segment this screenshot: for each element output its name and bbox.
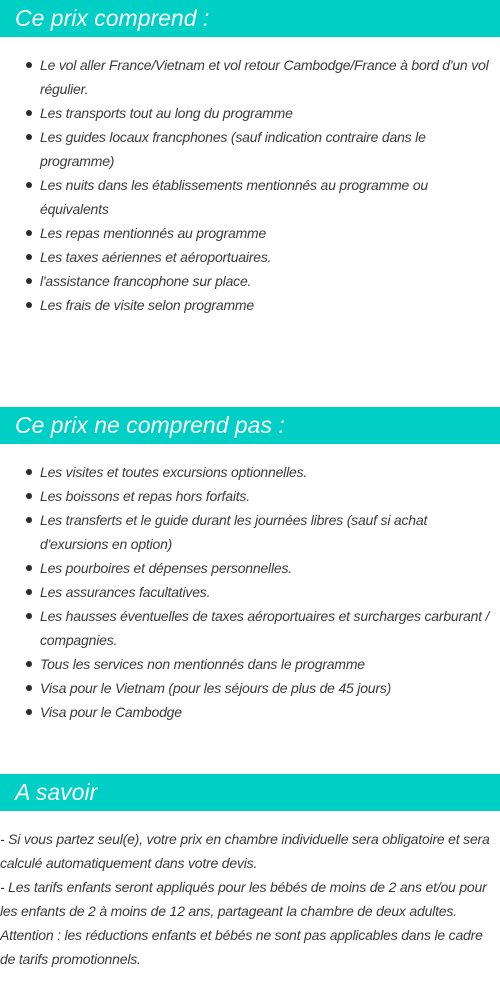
bullet-icon <box>26 182 32 188</box>
bullet-icon <box>26 685 32 691</box>
bullet-icon <box>26 565 32 571</box>
bullet-icon <box>26 469 32 475</box>
list-item-text: Les assurances facultatives. <box>40 584 211 600</box>
list-item <box>0 676 500 700</box>
bullet-icon <box>26 709 32 715</box>
bullet-icon <box>26 110 32 116</box>
bullet-icon <box>26 517 32 523</box>
list-item <box>0 556 500 580</box>
list-item-text: Visa pour le Cambodge <box>40 704 182 720</box>
list-item-text: l'assistance francophone sur place. <box>40 273 252 289</box>
list-item <box>0 101 500 125</box>
info-paragraph: Attention : les réductions enfants et bébés ne sont pas applicables dans le cadre de tarifs promotionnels. <box>0 927 483 967</box>
list-item <box>0 652 500 676</box>
list-item-text: Les nuits dans les établissements mentionnés au programme ou équivalents <box>40 177 428 217</box>
info-section-title: A savoir <box>15 779 98 805</box>
bullet-icon <box>26 493 32 499</box>
bullet-icon <box>26 661 32 667</box>
info-section-header <box>0 774 500 811</box>
info-paragraph: - Si vous partez seul(e), votre prix en chambre individuelle sera obligatoire et sera calculé automatiquement dans votre devis. <box>0 831 490 871</box>
list-item-text: Les frais de visite selon programme <box>40 297 254 313</box>
bullet-icon <box>26 134 32 140</box>
bullet-icon <box>26 589 32 595</box>
included-section-title: Ce prix comprend : <box>15 5 210 31</box>
list-item-text: Le vol aller France/Vietnam et vol retour Cambodge/France à bord d'un vol régulier. <box>40 57 489 97</box>
info-paragraphs <box>0 827 500 971</box>
list-item-text: Les boissons et repas hors forfaits. <box>40 488 250 504</box>
bullet-icon <box>26 254 32 260</box>
list-item-text: Visa pour le Vietnam (pour les séjours de plus de 45 jours) <box>40 680 392 696</box>
list-item <box>0 221 500 245</box>
list-item <box>0 293 500 317</box>
list-item-text: Les transferts et le guide durant les journées libres (sauf si achat d'exursions en option) <box>40 512 428 552</box>
excluded-section-title: Ce prix ne comprend pas : <box>15 412 285 438</box>
bullet-icon <box>26 278 32 284</box>
included-list <box>0 53 500 317</box>
bullet-icon <box>26 302 32 308</box>
excluded-list <box>0 460 500 724</box>
list-item <box>0 460 500 484</box>
list-item-text: Les repas mentionnés au programme <box>40 225 267 241</box>
list-item-text: Les pourboires et dépenses personnelles. <box>40 560 292 576</box>
list-item-text: Les transports tout au long du programme <box>40 105 293 121</box>
list-item <box>0 580 500 604</box>
excluded-section-header <box>0 407 500 444</box>
list-item <box>0 245 500 269</box>
info-paragraph: - Les tarifs enfants seront appliqués pour les bébés de moins de 2 ans et/ou pour les enfants de 2 à moins de 12 ans, partageant la chambre de deux adultes. <box>0 879 487 919</box>
list-item <box>0 604 500 652</box>
list-item-text: Tous les services non mentionnés dans le programme <box>40 656 365 672</box>
list-item <box>0 484 500 508</box>
list-item <box>0 269 500 293</box>
list-item-text: Les visites et toutes excursions optionnelles. <box>40 464 308 480</box>
bullet-icon <box>26 62 32 68</box>
included-section-header <box>0 0 500 37</box>
list-item <box>0 508 500 556</box>
list-item <box>0 53 500 101</box>
list-item <box>0 700 500 724</box>
list-item <box>0 125 500 173</box>
bullet-icon <box>26 613 32 619</box>
list-item-text: Les hausses éventuelles de taxes aéroportuaires et surcharges carburant / compagnies. <box>40 608 490 648</box>
list-item-text: Les guides locaux francphones (sauf indication contraire dans le programme) <box>40 129 426 169</box>
list-item <box>0 173 500 221</box>
list-item-text: Les taxes aériennes et aéroportuaires. <box>40 249 272 265</box>
bullet-icon <box>26 230 32 236</box>
